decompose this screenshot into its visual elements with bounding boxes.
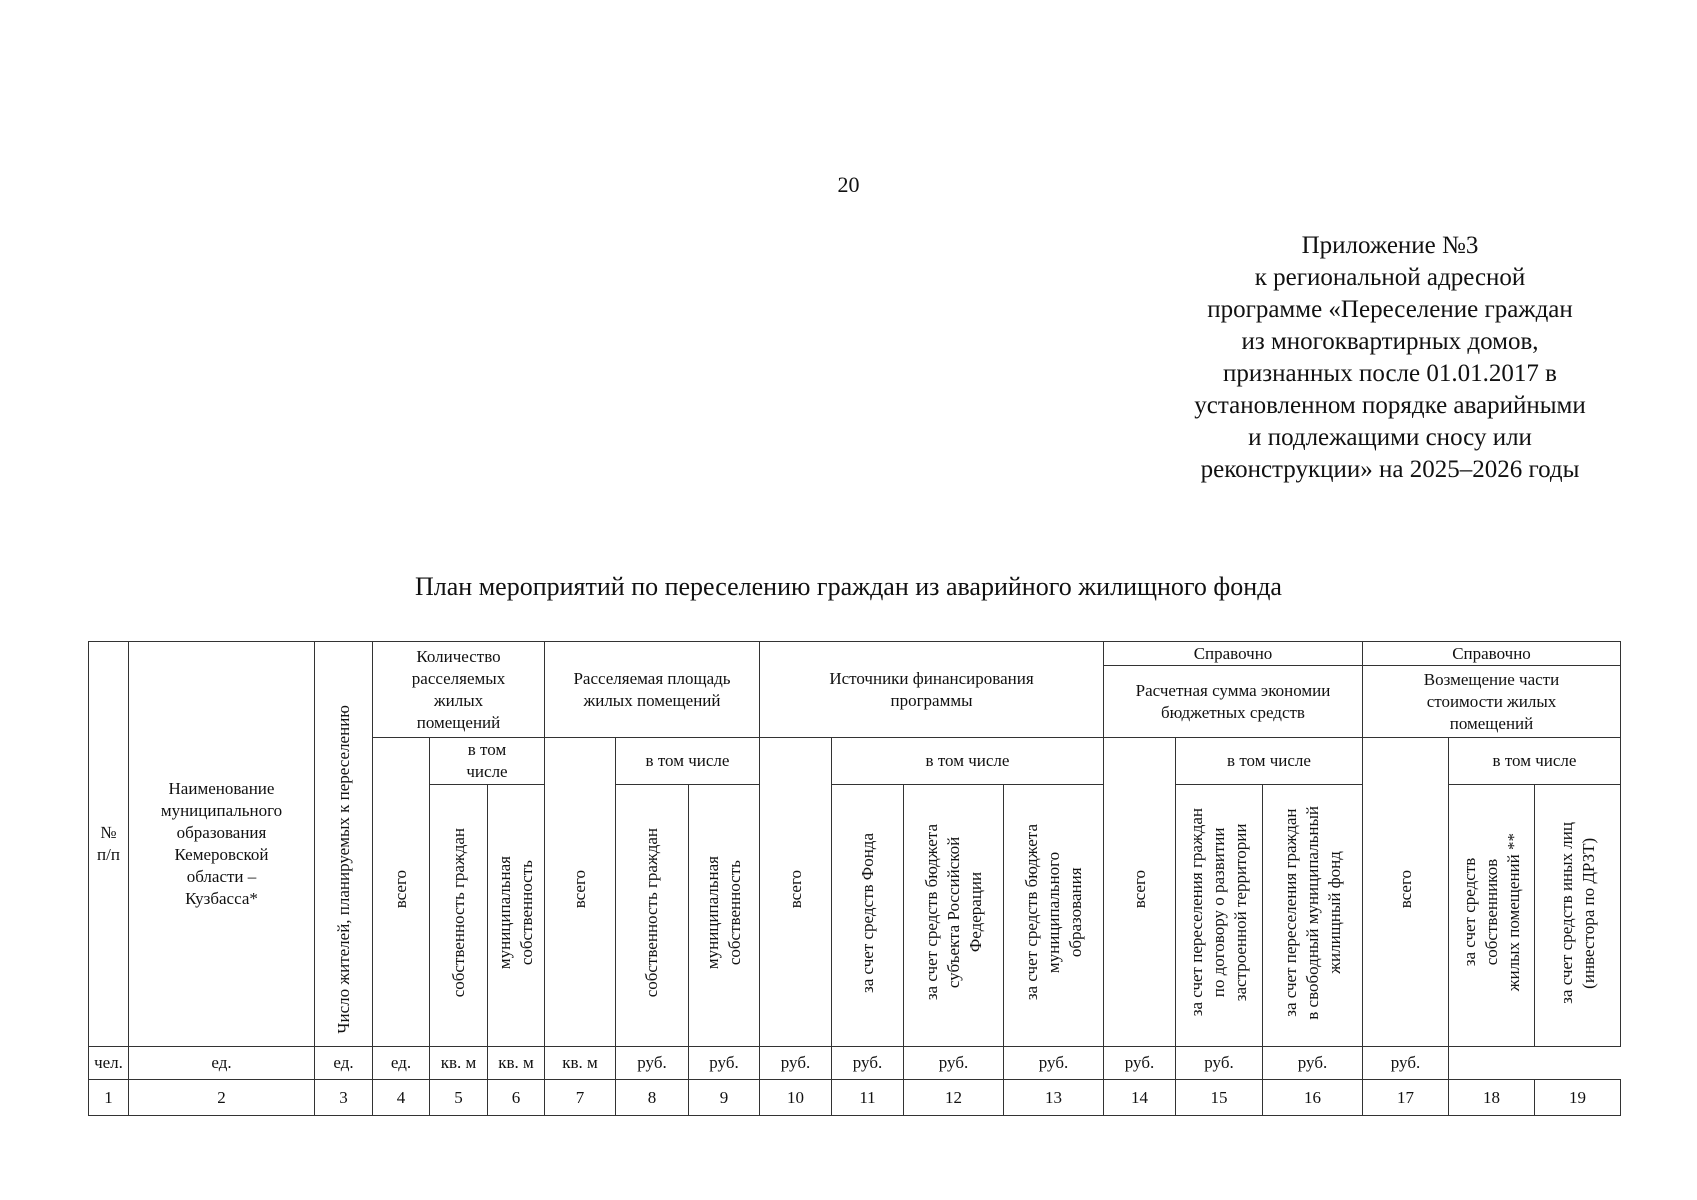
header-line: Наименование: [168, 779, 275, 798]
header-area-citizens-text: собственность граждан: [642, 827, 661, 998]
header-rooms-municipal: [488, 785, 545, 1047]
header-finance-fund-text: за счет средств Фонда: [857, 832, 877, 993]
header-area-municipal: [689, 785, 760, 1047]
header-compensation-including: в том числе: [1449, 738, 1621, 785]
appendix-line: Приложение №3: [1301, 232, 1479, 259]
header-savings-total: [1104, 738, 1176, 1047]
header-finance-fund: [832, 785, 904, 1047]
appendix-line: и подлежащими сносу или: [1248, 424, 1532, 451]
unit-cell: руб.: [1104, 1047, 1176, 1080]
document-title: План мероприятий по переселению граждан из аварийного жилищного фонда: [415, 572, 1282, 601]
appendix-line: к региональной адресной: [1254, 264, 1526, 291]
header-compensation-others-text: [1556, 822, 1600, 1004]
header-line: расселяемых: [411, 668, 506, 688]
header-compensation-owners: [1449, 785, 1535, 1047]
header-finance-group: [760, 642, 1104, 738]
appendix-line: из многоквартирных домов,: [1241, 328, 1539, 355]
header-line: Расчетная сумма экономии: [1135, 680, 1331, 700]
column-number-cell: 6: [488, 1080, 545, 1116]
header-rooms-citizens-text: собственность граждан: [448, 827, 468, 998]
column-number-cell: 3: [315, 1080, 373, 1116]
header-line: Количество: [416, 646, 501, 666]
header-line: муниципального: [160, 801, 283, 820]
header-area-total-text: всего: [570, 869, 589, 909]
header-finance-municipal-text: [1021, 824, 1087, 1000]
header-line: образования: [176, 823, 267, 842]
header-line: собственность: [725, 860, 744, 965]
header-line: в том: [467, 740, 507, 759]
header-line: помещений: [416, 712, 501, 732]
header-line: Кузбасса*: [185, 889, 258, 908]
header-finance-municipal: [1004, 785, 1104, 1047]
units-row: [89, 1047, 1621, 1080]
header-rooms-total: [373, 738, 430, 1047]
header-line: субъекта Российской: [943, 836, 963, 989]
header-line: Кемеровской: [174, 845, 269, 864]
unit-cell: кв. м: [430, 1047, 488, 1080]
column-number-cell: 13: [1004, 1080, 1104, 1116]
column-number-cell: 12: [904, 1080, 1004, 1116]
header-line: Возмещение части: [1423, 669, 1560, 689]
header-reference-1: Справочно: [1104, 642, 1363, 666]
header-line: за счет переселения граждан: [1280, 808, 1300, 1017]
unit-cell: кв. м: [488, 1047, 545, 1080]
header-line: за счет средств: [1459, 858, 1479, 967]
unit-cell: руб.: [616, 1047, 689, 1080]
page-number: 20: [837, 172, 860, 197]
header-line: в свободный муниципальный: [1302, 805, 1322, 1020]
column-number-cell: 18: [1449, 1080, 1535, 1116]
header-finance-subject: [904, 785, 1004, 1047]
header-line: собственность: [517, 860, 536, 965]
unit-cell: ед.: [315, 1047, 373, 1080]
header-line: муниципальная: [495, 855, 514, 970]
header-savings-total-text: всего: [1129, 869, 1149, 909]
unit-cell: кв. м: [545, 1047, 616, 1080]
column-number-cell: 16: [1263, 1080, 1363, 1116]
column-number-cell: 10: [760, 1080, 832, 1116]
header-number-line: п/п: [97, 845, 120, 864]
column-number-cell: 15: [1176, 1080, 1263, 1116]
header-line: числе: [466, 762, 508, 781]
unit-cell: ед.: [373, 1047, 430, 1080]
header-line: за счет средств иных лиц: [1556, 821, 1576, 1004]
unit-cell: руб.: [1363, 1047, 1449, 1080]
header-line: за счет переселения граждан: [1187, 808, 1206, 1017]
header-line: застроенной территории: [1231, 823, 1250, 1002]
column-number-cell: 8: [616, 1080, 689, 1116]
column-number-cell: 14: [1104, 1080, 1176, 1116]
header-finance-total: [760, 738, 832, 1047]
header-savings-including: в том числе: [1176, 738, 1363, 785]
column-number-cell: 17: [1363, 1080, 1449, 1116]
header-line: помещений: [1449, 713, 1534, 733]
unit-cell: руб.: [1263, 1047, 1363, 1080]
column-numbers-row: [89, 1080, 1621, 1116]
header-area-municipal-text: [702, 856, 746, 969]
header-finance-subject-text: [921, 824, 987, 1000]
header-area-group: [545, 642, 760, 738]
header-savings-free-fund: [1263, 785, 1363, 1047]
header-compensation-total-text: всего: [1395, 869, 1415, 909]
header-compensation-total: [1363, 738, 1449, 1047]
column-number-cell: 1: [89, 1080, 129, 1116]
header-reference-2: Справочно: [1363, 642, 1621, 666]
header-residents-text: Число жителей, планируемых к переселению: [333, 705, 353, 1034]
header-number-line: №: [100, 823, 117, 842]
header-line: жилых помещений: [583, 690, 721, 710]
header-rooms-municipal-text: [494, 856, 538, 969]
header-line: (инвестора по ДРЗТ): [1578, 837, 1598, 988]
header-savings-group: [1104, 666, 1363, 738]
header-finance-including: в том числе: [832, 738, 1104, 785]
header-savings-free-fund-text: [1280, 806, 1346, 1020]
column-number-cell: 7: [545, 1080, 616, 1116]
header-municipality: [129, 642, 315, 1047]
header-compensation-group: [1363, 666, 1621, 738]
unit-cell: руб.: [689, 1047, 760, 1080]
header-finance-total-text: всего: [785, 869, 805, 909]
header-rooms-including: [430, 738, 545, 785]
header-line: области –: [186, 867, 257, 886]
header-line: по договору о развитии: [1209, 827, 1228, 998]
column-number-cell: 5: [430, 1080, 488, 1116]
header-line: Расселяемая площадь: [573, 668, 731, 688]
unit-cell: руб.: [760, 1047, 832, 1080]
header-rooms-citizens: [430, 785, 488, 1047]
header-line: муниципального: [1043, 851, 1063, 974]
header-area-total: [545, 738, 616, 1047]
header-area-citizens: [616, 785, 689, 1047]
header-line: образования: [1065, 867, 1085, 958]
unit-cell: руб.: [1176, 1047, 1263, 1080]
header-compensation-owners-text: [1459, 833, 1525, 991]
unit-cell: руб.: [904, 1047, 1004, 1080]
header-rooms-total-text: всего: [391, 869, 410, 909]
appendix-line: реконструкции» на 2025–2026 годы: [1200, 456, 1580, 483]
header-savings-development: [1176, 785, 1263, 1047]
unit-cell: ед.: [129, 1047, 315, 1080]
header-line: Источники финансирования: [829, 668, 1034, 688]
header-line: собственников: [1481, 859, 1501, 966]
header-line: за счет средств бюджета: [1021, 824, 1041, 1001]
plan-table: [88, 641, 1621, 1116]
header-line: бюджетных средств: [1161, 702, 1305, 722]
header-line: Федерации: [965, 872, 985, 953]
unit-cell: руб.: [832, 1047, 904, 1080]
column-number-cell: 19: [1535, 1080, 1621, 1116]
header-savings-development-text: [1186, 808, 1252, 1016]
header-line: жилых помещений **: [1503, 833, 1523, 992]
appendix-line: программе «Переселение граждан: [1207, 296, 1573, 323]
appendix-line: признанных после 01.01.2017 в: [1223, 360, 1557, 387]
header-compensation-others: [1535, 785, 1621, 1047]
header-rooms-group: [373, 642, 545, 738]
column-number-cell: 9: [689, 1080, 760, 1116]
unit-cell: чел.: [89, 1047, 129, 1080]
header-line: за счет средств бюджета: [921, 824, 941, 1001]
appendix-line: установленном порядке аварийными: [1194, 392, 1586, 419]
column-number-cell: 11: [832, 1080, 904, 1116]
header-line: программы: [890, 690, 973, 710]
header-line: жилищный фонд: [1324, 851, 1344, 974]
header-line: стоимости жилых: [1426, 691, 1557, 711]
column-number-cell: 2: [129, 1080, 315, 1116]
appendix-block: [1160, 230, 1620, 486]
header-line: жилых: [433, 690, 484, 710]
unit-cell: руб.: [1004, 1047, 1104, 1080]
column-number-cell: 4: [373, 1080, 430, 1116]
header-area-including: в том числе: [616, 738, 760, 785]
header-line: муниципальная: [703, 855, 722, 970]
header-number: [89, 642, 129, 1047]
header-residents: [315, 642, 373, 1047]
